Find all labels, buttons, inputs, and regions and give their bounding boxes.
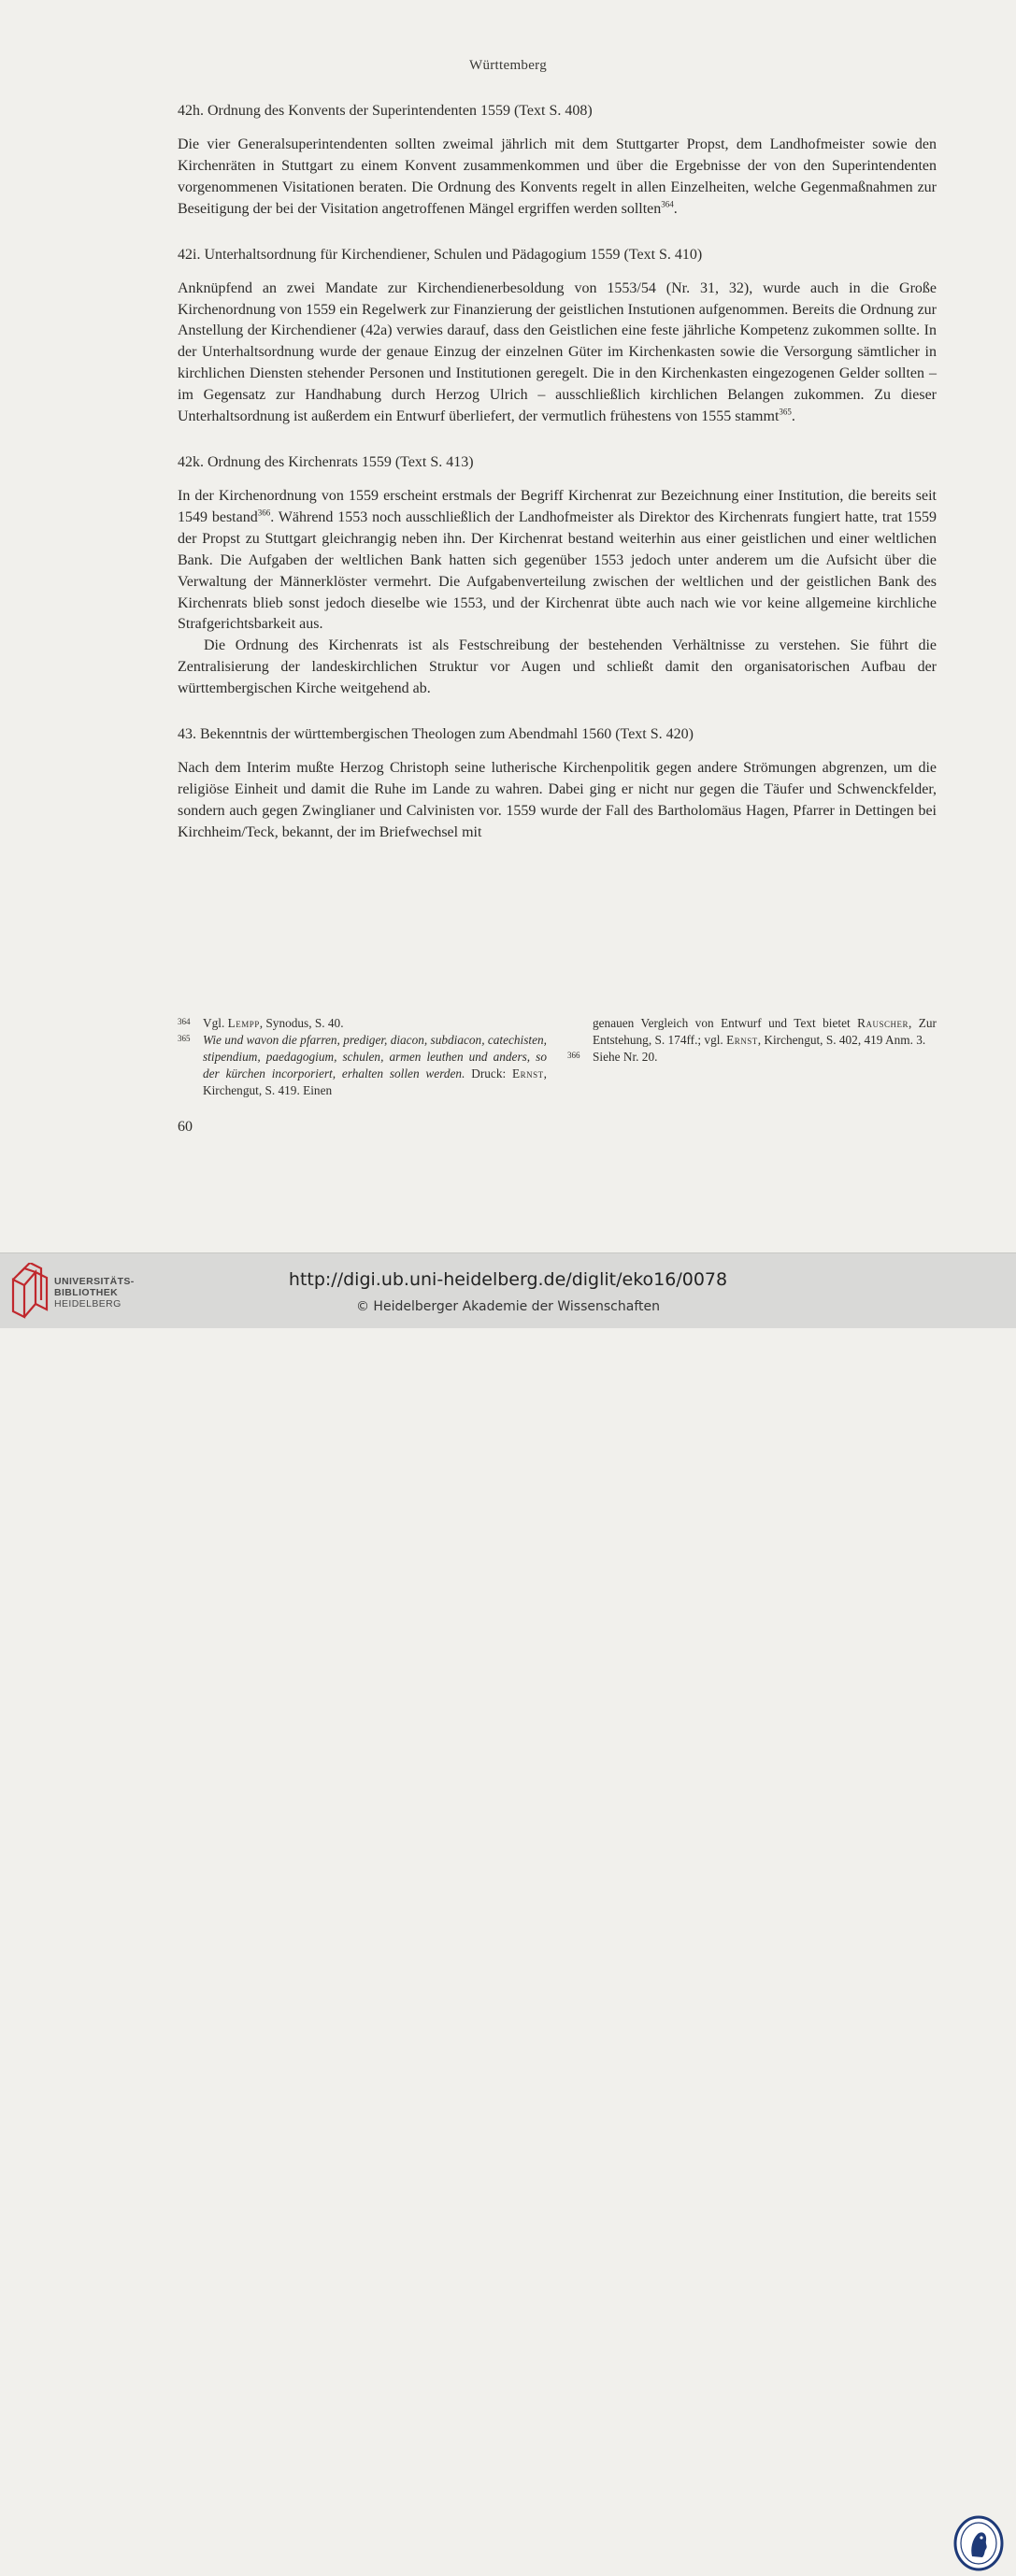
copyright-notice: © Heidelberger Akademie der Wissenschaften (355, 1299, 660, 1314)
footnote-365: 365 Wie und wavon die pfarren, prediger, diacon, subdiacon, catechisten, stipendium, paedagogium, schulen, armen leuthen und anders, so der kürchen incorporiert, erhalten sollen werden. Druck: Ernst, Kirchengut, S. 419. Einen (178, 1032, 547, 1099)
paragraph: Anknüpfend an zwei Mandate zur Kirchendienerbesoldung von 1553/54 (Nr. 31, 32), wurde auch in die Große Kirchenordnung von 1559 ein Regelwerk zur Finanzierung der geistlichen Instutionen aufgenommen. Bereits die Ordnung zur Anstellung der Kirchendiener (42a) verwies darauf, dass den Geistlichen eine feste jährliche Kompetenz zukommen sollte. In der Unterhaltsordnung wurde der genaue Einzug der einzelnen Güter im Kirchenkasten sowie die Versorgung sämtlicher in kirchlichen Diensten stehender Personen und Institutionen geregelt. Die in den Kirchenkasten eingezogenen Gelder sollten – im Gegensatz zur Handhabung durch Herzog Ulrich – ausschließlich kirchlichen Belangen zukommen. Zu dieser Unterhaltsordnung ist außerdem ein Entwurf überliefert, der vermutlich frühestens von 1555 stammt$^{365}$. (178, 279, 937, 425)
footnote-365-continued: genauen Vergleich von Entwurf und Text bietet Rauscher, Zur Entstehung, S. 174ff.; vgl. Ernst, Kirchengut, S. 402, 419 Anm. 3. (593, 1016, 937, 1048)
paragraph: Die vier Generalsuperintendenten sollten zweimal jährlich mit dem Stuttgarter Propst, dem Landhofmeister sowie den Kirchenräten in Stuttgart zu einem Konvent zusammenkommen und über die Ergebnisse der von den Superintendenten vorgenommenen Visitationen beraten. Die Ordnung des Konvents regelt in allen Einzelheiten, welche Gegenmaßnahmen zur Beseitigung der bei der Visitation angetroffenen Mängel ergriffen werden sollten$^{364}$. (178, 136, 937, 217)
footer-bar (0, 1252, 1016, 1328)
academy-seal-icon (953, 2515, 1004, 2571)
footnote-number: 366 (567, 1051, 580, 1061)
running-head: Württemberg (469, 58, 547, 73)
main-text (178, 101, 937, 844)
footnote-ref-366[interactable]: 366 (257, 508, 271, 518)
footnote-number: 364 (178, 1017, 191, 1026)
section-heading-42h: 42h. Ordnung des Konvents der Superintendenten 1559 (Text S. 408) (178, 103, 593, 119)
permalink-url[interactable]: http://digi.ub.uni-heidelberg.de/diglit/eko16/0078 (288, 1269, 728, 1290)
footnote-ref-365[interactable]: 365 (779, 407, 792, 417)
paragraph: Nach dem Interim mußte Herzog Christoph seine lutherische Kirchenpolitik gegen andere Strömungen abgrenzen, um die religiöse Einheit und damit die Ruhe im Lande zu wahren. Dabei ging er nicht nur gegen die Täufer und Schwenckfelder, sondern auch gegen Zwinglianer und Calvinisten vor. 1559 wurde der Fall des Bartholomäus Hagen, Pfarrer in Dettingen bei Kirchheim/Teck, bekannt, der im Briefwechsel mit (178, 760, 937, 840)
paragraph: Die Ordnung des Kirchenrats ist als Festschreibung der bestehenden Verhältnisse zu verstehen. Sie führt die Zentralisierung der landeskirchlichen Struktur vor Augen und schließt damit den organisatorischen Aufbau der württembergischen Kirche weitgehend ab. (178, 637, 937, 697)
section-heading-43: 43. Bekenntnis der württembergischen Theologen zum Abendmahl 1560 (Text S. 420) (178, 726, 694, 743)
section-heading-42i: 42i. Unterhaltsordnung für Kirchendiener, Schulen und Pädagogium 1559 (Text S. 410) (178, 246, 703, 263)
footnotes (178, 1015, 937, 1099)
footnote-ref-364[interactable]: 364 (661, 199, 674, 209)
footnote-number: 365 (178, 1034, 191, 1044)
footnote-column-right (567, 1015, 937, 1099)
page-number: 60 (178, 1119, 193, 1135)
footnote-366: 366 Siehe Nr. 20. (567, 1049, 937, 1066)
section-heading-42k: 42k. Ordnung des Kirchenrats 1559 (Text S. 413) (178, 453, 474, 470)
footnote-364: 364 Vgl. Lempp, Synodus, S. 40. (178, 1015, 547, 1032)
logo-text: UNIVERSITÄTS- BIBLIOTHEK HEIDELBERG (54, 1276, 135, 1309)
document-page (0, 0, 1016, 1252)
paragraph: In der Kirchenordnung von 1559 erscheint erstmals der Begriff Kirchenrat zur Bezeichnung einer Institution, die bereits seit 1549 bestand$^{366}$. Während 1553 noch ausschließlich der Landhofmeister als Direktor des Kirchenrats fungiert hatte, trat 1559 der Propst zu Stuttgart gleichrangig neben ihn. Der Kirchenrat bestand weiterhin aus einer geistlichen und einer weltlichen Bank. Die Aufgaben der weltlichen Bank hatten sich gegenüber 1553 jedoch unter anderem um die Aufsicht über die Verwaltung der Männerklöster vermehrt. Die Aufgabenverteilung zwischen der weltlichen und der geistlichen Bank des Kirchenrats blieb sonst jedoch dieselbe wie 1553, und der Kirchenrat übte auch nach wie vor keine allgemeine kirchliche Strafgerichtsbarkeit aus. (178, 487, 937, 633)
footnote-column-left (178, 1015, 547, 1099)
